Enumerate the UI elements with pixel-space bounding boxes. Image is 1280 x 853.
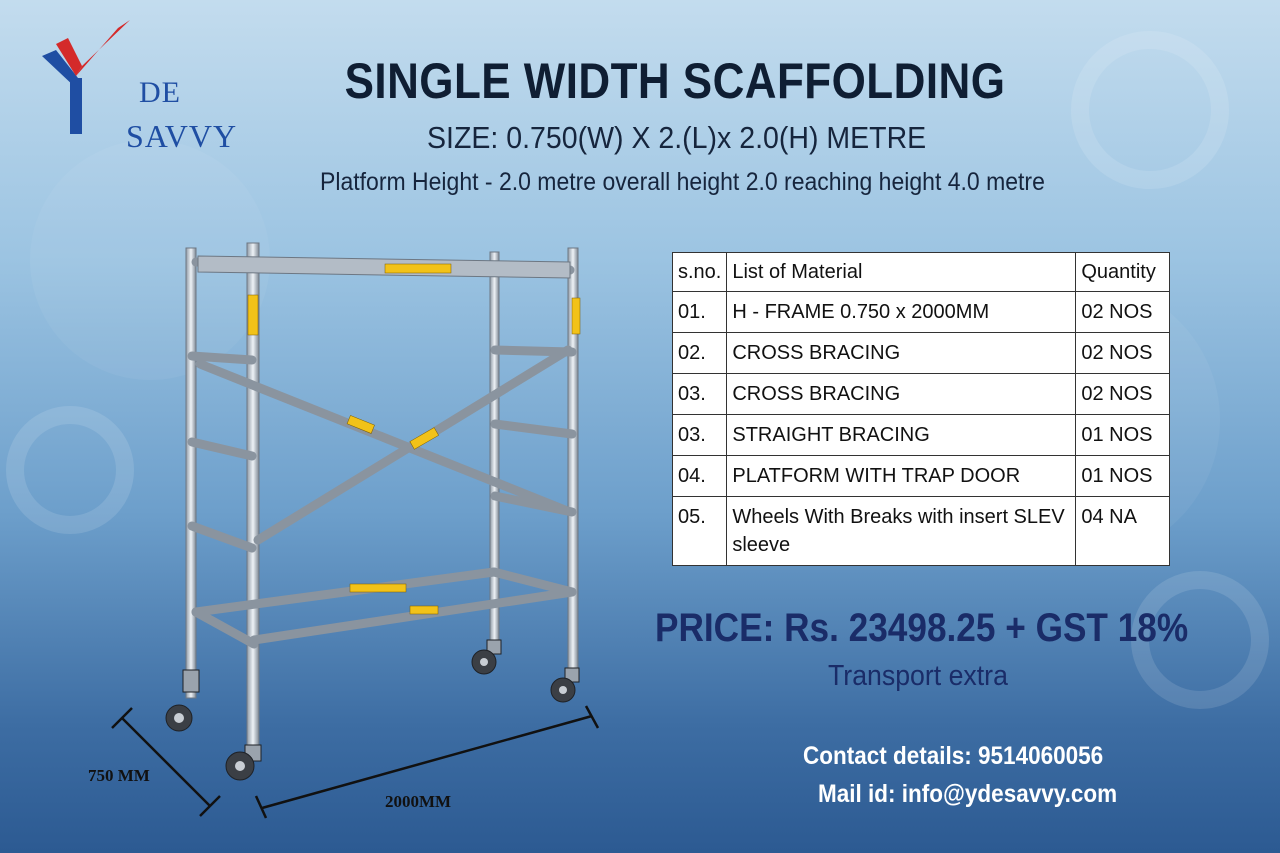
- cell-material: PLATFORM WITH TRAP DOOR: [727, 456, 1076, 497]
- scaffold-illustration: [80, 230, 640, 840]
- cell-sno: 03.: [673, 415, 727, 456]
- cell-sno: 02.: [673, 333, 727, 374]
- cell-material: CROSS BRACING: [727, 333, 1076, 374]
- logo-text-savvy: SAVVY: [126, 118, 238, 154]
- table-row: [673, 415, 1170, 456]
- page-title: SINGLE WIDTH SCAFFOLDING: [344, 53, 1006, 109]
- cell-quantity: 04 NA: [1076, 497, 1170, 566]
- header-sno: s.no.: [673, 253, 727, 292]
- material-table: [672, 252, 1170, 566]
- cell-material: Wheels With Breaks with insert SLEV sleeve: [727, 497, 1076, 566]
- header-material: List of Material: [727, 253, 1076, 292]
- cell-material: CROSS BRACING: [727, 374, 1076, 415]
- cell-material: H - FRAME 0.750 x 2000MM: [727, 292, 1076, 333]
- cell-quantity: 01 NOS: [1076, 415, 1170, 456]
- transport-note: Transport extra: [828, 660, 1008, 692]
- table-row: [673, 333, 1170, 374]
- width-dimension-label: 750 MM: [88, 766, 150, 785]
- cell-sno: 05.: [673, 497, 727, 566]
- length-dimension-label: 2000MM: [385, 792, 452, 811]
- cell-quantity: 02 NOS: [1076, 292, 1170, 333]
- size-spec: SIZE: 0.750(W) X 2.(L)x 2.0(H) METRE: [427, 120, 927, 155]
- contact-phone: Contact details: 9514060056: [803, 742, 1104, 770]
- platform-height-spec: Platform Height - 2.0 metre overall height 2.0 reaching height 4.0 metre: [320, 168, 1045, 196]
- cell-quantity: 02 NOS: [1076, 333, 1170, 374]
- table-header-row: [673, 253, 1170, 292]
- table-row: [673, 456, 1170, 497]
- cell-material: STRAIGHT BRACING: [727, 415, 1076, 456]
- cell-sno: 04.: [673, 456, 727, 497]
- table-row: [673, 292, 1170, 333]
- table-row: [673, 374, 1170, 415]
- header-quantity: Quantity: [1076, 253, 1170, 292]
- cell-sno: 01.: [673, 292, 727, 333]
- cell-quantity: 01 NOS: [1076, 456, 1170, 497]
- table-row: [673, 497, 1170, 566]
- price-label: PRICE: Rs. 23498.25 + GST 18%: [655, 606, 1189, 650]
- logo-text-de: DE: [139, 76, 181, 109]
- contact-email: Mail id: info@ydesavvy.com: [818, 780, 1118, 808]
- cell-sno: 03.: [673, 374, 727, 415]
- cell-quantity: 02 NOS: [1076, 374, 1170, 415]
